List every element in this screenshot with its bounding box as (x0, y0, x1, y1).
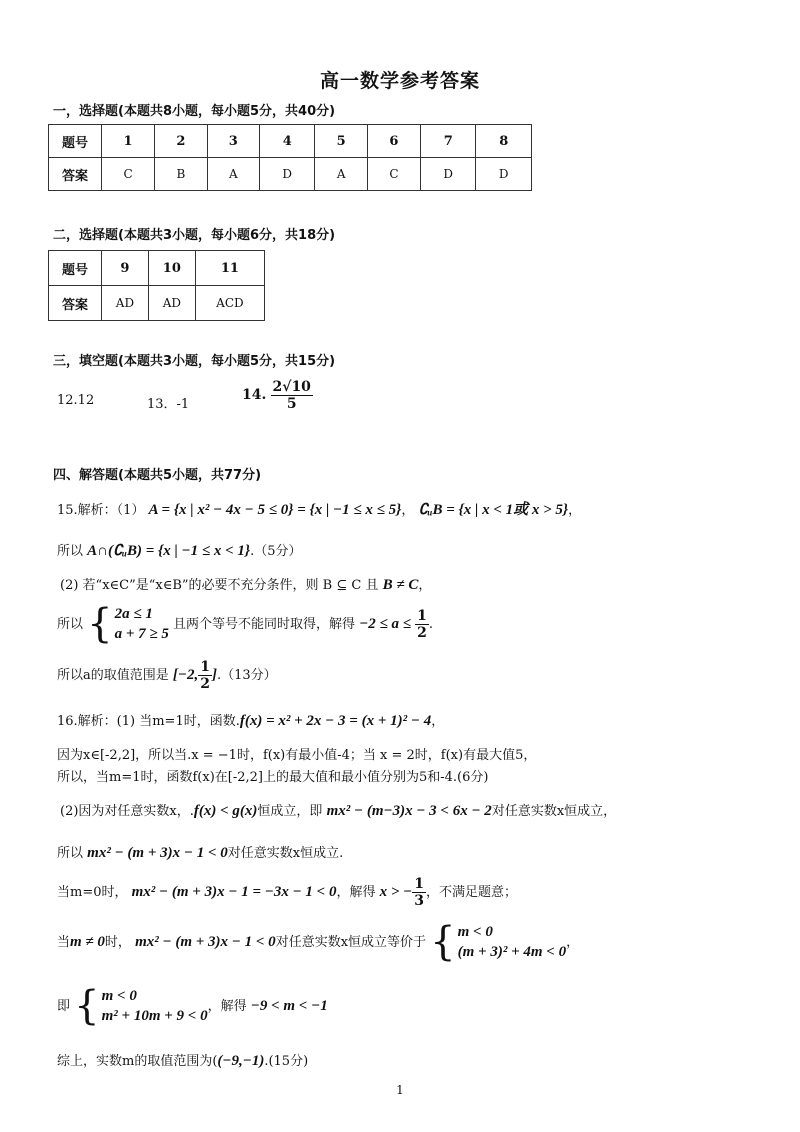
text: 且两个等号不能同时取得，解得 (173, 616, 356, 632)
text: 当 (57, 934, 71, 950)
math-expression: (−9,−1) (217, 1053, 265, 1069)
table-cell: A (315, 158, 367, 191)
text: 对任意实数x恒成立. (227, 846, 344, 861)
answer-13: 13．-1 (147, 397, 190, 412)
table-cell: D (260, 158, 315, 191)
math-expression: mx² − (m + 3)x − 1 < 0 (87, 845, 228, 861)
math-expression: f(x) = x² + 2x − 3 = (x + 1)² − 4 (239, 713, 432, 729)
system-row: (m + 3)² + 4m < 0 (457, 944, 567, 961)
text: 时， (104, 934, 131, 950)
text: 对任意实数x恒成立， (491, 804, 617, 819)
system-row: 2a ≤ 1 (114, 606, 153, 622)
row-label-answer: 答案 (49, 286, 102, 321)
fraction (271, 380, 313, 411)
q16-line-6 (57, 877, 517, 908)
table-row (49, 286, 265, 321)
answer-table-1 (48, 124, 532, 191)
q16-label: 16.解析：(1) 当m=1时，函数. (57, 714, 240, 729)
q16-line-5 (57, 842, 343, 862)
math-expression: mx² − (m + 3)x − 1 < 0 (135, 933, 276, 950)
fraction-numerator: 1 (414, 876, 425, 892)
table-row (49, 125, 532, 158)
punctuation: ， (566, 934, 580, 950)
math-expression: f(x) < g(x) (193, 803, 258, 819)
fraction (415, 609, 429, 640)
left-brace-icon: { (87, 601, 113, 648)
q15-line-3 (60, 574, 431, 594)
table-cell: 2 (155, 125, 207, 158)
q15-line-1 (57, 498, 581, 519)
table-cell: A (207, 158, 259, 191)
text: 所以 (57, 846, 84, 861)
text: 即 (57, 998, 71, 1014)
table-cell: 9 (102, 251, 149, 286)
score: .(15分) (264, 1054, 309, 1069)
row-label-answer: 答案 (49, 158, 102, 191)
text: (2) 若“x∈C”是“x∈B”的必要不充分条件，则 B ⊆ C 且 (60, 578, 379, 593)
table-cell: 3 (207, 125, 259, 158)
answer-14-label: 14. (242, 387, 267, 403)
left-brace-icon: { (74, 983, 100, 1030)
table-cell: D (421, 158, 476, 191)
table-cell: 1 (102, 125, 155, 158)
punctuation: ， (568, 503, 582, 518)
score: .（5分） (250, 544, 302, 559)
table-cell: C (367, 158, 420, 191)
answer-12: 12.12 (57, 393, 95, 408)
answer-14 (242, 380, 313, 411)
score: .（13分） (217, 668, 277, 683)
fraction-denominator: 5 (286, 396, 297, 412)
math-expression: mx² − (m−3)x − 3 < 6x − 2 (326, 803, 492, 819)
punctuation: ， (418, 578, 432, 593)
q15-line-2 (57, 540, 302, 560)
section2-heading: 二，选择题(本题共3小题，每小题6分，共18分) (53, 228, 336, 243)
text: 对任意实数x恒成立等价于 (275, 934, 427, 950)
q16-line-1 (57, 710, 444, 730)
fraction (198, 660, 212, 691)
table-cell: 11 (195, 251, 264, 286)
table-cell: 8 (476, 125, 532, 158)
table-cell: 4 (260, 125, 315, 158)
fraction-numerator: 1 (200, 659, 210, 675)
math-expression: B ≠ C (382, 577, 419, 593)
table-cell: AD (102, 286, 149, 321)
table-row (49, 158, 532, 191)
table-cell: B (155, 158, 207, 191)
fraction (412, 877, 426, 908)
text: 综上，实数m的取值范围为( (57, 1054, 218, 1069)
math-expression: A = {x | x² − 4x − 5 ≤ 0} = {x | −1 ≤ x ≤ 5} (148, 502, 402, 518)
table-cell: 7 (421, 125, 476, 158)
separator: ， (401, 503, 415, 518)
fraction-denominator: 2 (200, 676, 210, 692)
math-expression: [−2, (172, 667, 199, 683)
system-of-inequalities (87, 601, 169, 648)
table-cell: ACD (195, 286, 264, 321)
text: 恒成立，即 (257, 804, 323, 819)
page-title: 高一数学参考答案 (319, 70, 480, 92)
system-row: m < 0 (457, 924, 493, 940)
q16-line-2: 因为x∈[-2,2]，所以当.x = −1时，f(x)有最小值-4；当 x = 2时，f(x)有最大值5， (57, 748, 537, 763)
punctuation: . (428, 616, 434, 632)
math-expression: x > − (379, 884, 413, 900)
math-expression: −9 < m < −1 (250, 997, 328, 1014)
q16-line-4 (60, 800, 616, 820)
table-cell: C (102, 158, 155, 191)
row-label-number: 题号 (49, 125, 102, 158)
system-row: a + 7 ≥ 5 (114, 626, 169, 643)
table-cell: 5 (315, 125, 367, 158)
q16-line-7 (57, 919, 580, 966)
q16-line-3: 所以，当m=1时，函数f(x)在[-2,2]上的最大值和最小值分别为5和-4.(6分) (57, 770, 489, 785)
fraction-numerator: 2√10 (272, 379, 311, 395)
text: 所以a的取值范围是 (57, 668, 169, 683)
text: 所以 (57, 616, 84, 632)
table-cell: AD (148, 286, 195, 321)
system-row: m < 0 (101, 988, 137, 1004)
math-expression: mx² − (m + 3)x − 1 = −3x − 1 < 0 (131, 884, 337, 900)
table-cell: 6 (367, 125, 420, 158)
system-row: m² + 10m + 9 < 0 (101, 1008, 208, 1025)
fraction-denominator: 2 (417, 624, 427, 641)
left-brace-icon: { (430, 919, 456, 966)
math-expression: A∩(∁ᵤB) = {x | −1 ≤ x < 1} (87, 543, 251, 559)
math-expression: ] (212, 667, 217, 683)
answer-table-2 (48, 250, 265, 321)
section1-heading: 一，选择题(本题共8小题，每小题5分，共40分) (53, 104, 336, 119)
table-cell: D (476, 158, 532, 191)
text: 所以 (57, 544, 84, 559)
system-of-inequalities (430, 919, 567, 966)
punctuation: ， (431, 714, 445, 729)
q15-line-5 (57, 660, 277, 691)
text: ，解得 (336, 885, 376, 900)
math-expression: −2 ≤ a ≤ (359, 615, 411, 632)
text: ，解得 (207, 998, 247, 1014)
section3-heading: 三，填空题(本题共3小题，每小题5分，共15分) (53, 354, 336, 369)
q16-line-9 (57, 1050, 308, 1070)
q16-line-8 (57, 983, 328, 1030)
section4-heading: 四、解答题(本题共5小题，共77分) (53, 468, 262, 483)
q15-label: 15.解析：（1） (57, 503, 145, 518)
system-of-inequalities (74, 983, 208, 1030)
text: ，不满足题意； (426, 885, 518, 900)
table-row (49, 251, 265, 286)
math-expression: m ≠ 0 (70, 933, 105, 950)
text: (2)因为对任意实数x，. (60, 804, 194, 819)
q15-line-4 (57, 601, 434, 648)
math-expression: ∁ᵤB = {x | x < 1或 x > 5} (418, 502, 569, 518)
fraction-numerator: 1 (417, 607, 427, 624)
page-number: 1 (396, 1083, 404, 1097)
fraction-denominator: 3 (414, 893, 425, 909)
text: 当m=0时， (57, 885, 128, 900)
table-cell: 10 (148, 251, 195, 286)
row-label-number: 题号 (49, 251, 102, 286)
